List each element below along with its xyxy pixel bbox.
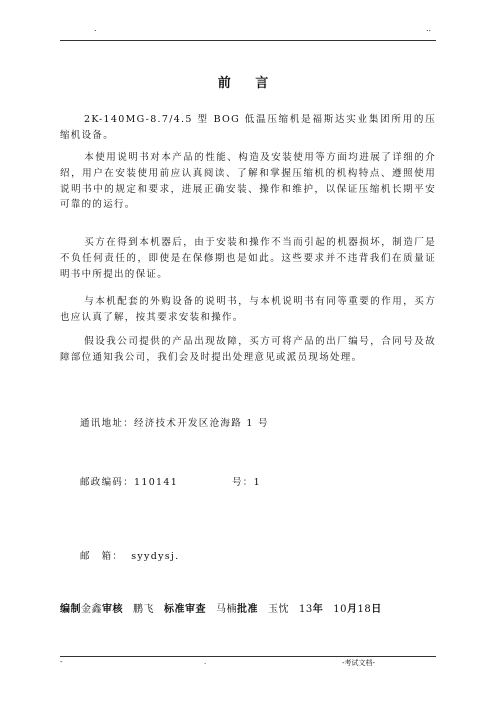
email-value: syydysj.: [131, 551, 180, 562]
paragraph-2-text: 本使用说明书对本产品的性能、构造及安装使用等方面均进展了详细的介绍，用户在安装使用前应认真阅读、了解和掌握压缩机的机构特点、遵照使用说明书中的规定和要求，进展正确安装、操作和维护，以保证压缩机长期平安可靠的的运行。: [60, 152, 436, 211]
paragraph-4: [60, 294, 436, 326]
standard-name: 马楠: [216, 604, 237, 615]
page-title: 前 言: [217, 76, 279, 91]
email-label: 邮 箱：: [80, 551, 124, 562]
paragraph-3: [60, 235, 436, 282]
header-rule: [60, 40, 436, 41]
address-line: 通讯地址：经济技术开发区沧海路 1 号: [80, 418, 269, 429]
standard-label: 标准审查: [164, 604, 206, 615]
approve-name: 玉忱: [268, 604, 289, 615]
paragraph-5: [60, 334, 436, 366]
paragraph-2: [60, 150, 436, 213]
paragraph-4-text: 与本机配套的外购设备的说明书，与本机说明书有同等重要的作用，买方也应认真了解，按其要求安装和操作。: [60, 296, 436, 323]
review-label: 审核: [102, 604, 123, 615]
email-line: [80, 548, 180, 562]
postal-code-line: 邮政编码：110141: [80, 477, 179, 488]
review-name: 鹏飞: [133, 604, 154, 615]
footer-rule: [60, 656, 436, 657]
date-month-num: 10: [333, 604, 347, 615]
footer-left: -: [60, 658, 63, 666]
header-right-mark: ..: [426, 24, 432, 33]
footer-right: -考试文档-: [342, 659, 376, 667]
approve-label: 批准: [237, 604, 258, 615]
date-month-label: 月: [346, 604, 358, 615]
compile-label: 编制: [60, 604, 81, 615]
date-day-label: 日: [371, 604, 382, 615]
header-left-mark: .: [94, 24, 97, 33]
date-year-label: 年: [312, 604, 324, 615]
phone-line: 号：1: [232, 477, 261, 488]
date-year-num: 13: [299, 604, 313, 615]
date-day-num: 18: [357, 604, 372, 615]
paragraph-1-text: 2K-140MG-8.7/4.5 型 BOG 低温压缩机是福斯达实业集团所用的压缩机设备。: [60, 114, 436, 141]
signoff-line: [60, 600, 382, 615]
compile-name: 金鑫: [81, 604, 102, 615]
paragraph-5-text: 假设我公司提供的产品出现故障，买方可将产品的出厂编号，合同号及故障部位通知我公司，我们会及时提出处理意见或派员现场处理。: [60, 336, 436, 363]
paragraph-1: [60, 112, 436, 144]
paragraph-3-text: 买方在得到本机器后，由于安装和操作不当而引起的机器损坏，制造厂是不负任何责任的，即使是在保修期也是如此。这些要求并不违背我们在质量证明书中所提出的保证。: [60, 237, 436, 280]
footer-center: .: [204, 658, 207, 666]
